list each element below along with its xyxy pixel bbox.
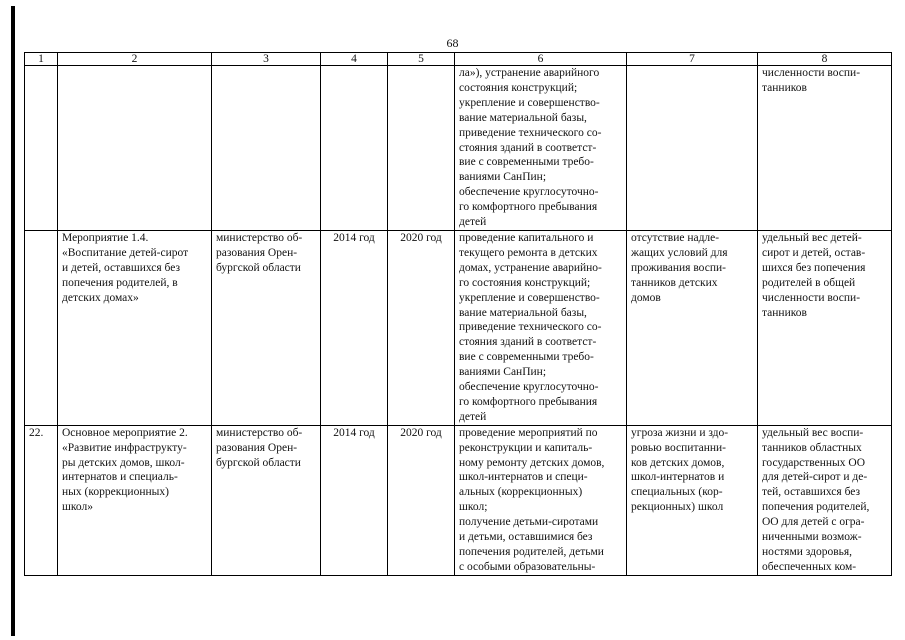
start-year-cell <box>321 66 388 231</box>
executor-cell <box>212 230 321 425</box>
end-year: 2020 год <box>400 231 442 244</box>
row-number-cell <box>25 66 58 231</box>
measure-name: Основное мероприятие 2. «Развитие инфраструкту- ры детских домов, школ- интернатов и специаль- ных (коррекционных) школ» <box>62 426 188 514</box>
content-cell <box>455 425 627 575</box>
start-year-cell <box>321 230 388 425</box>
measure-name: Мероприятие 1.4. «Воспитание детей-сирот и детей, оставшихся без попечения родителей, в детских домах» <box>62 231 189 304</box>
consequence-cell <box>627 425 758 575</box>
indicator-cell <box>758 230 892 425</box>
end-year-cell <box>388 425 455 575</box>
measure-name-cell <box>58 66 212 231</box>
indicator: удельный вес воспи- танников областных государственных ОО для детей-сирот и де- тей, оставшихся без попечения родителей, ОО для детей с огра- ниченными возмож- ностями здоровья, обеспеченных ком- <box>762 426 870 573</box>
header-row <box>25 53 892 66</box>
start-year-cell <box>321 425 388 575</box>
end-year-cell <box>388 230 455 425</box>
header-cell: 5 <box>388 53 455 66</box>
measure-content: проведение капитального и текущего ремонта в детских домах, устранение аварийно- го состояния конструкций; укрепление и совершенство- вание материальной базы, приведение технического со- стояния зданий в соответст- вие с современными требо- ваниями СанПин; обеспечение круглосуточно- го комфортного пребывания детей <box>459 231 602 423</box>
measure-name-cell <box>58 425 212 575</box>
header-cell: 6 <box>455 53 627 66</box>
consequence: угроза жизни и здо- ровью воспитанни- ков детских домов, школ-интернатов и специальных (кор- рекционных) школ <box>631 426 729 514</box>
executor-cell <box>212 66 321 231</box>
end-year: 2020 год <box>400 426 442 439</box>
consequence: отсутствие надле- жащих условий для проживания воспи- танников детских домов <box>631 231 728 304</box>
measure-content: проведение мероприятий по реконструкции и капиталь- ному ремонту детских домов, школ-интернатов и специ- альных (коррекционных) школ; получение детьми-сиротами и детьми, оставшимися без попечения родителей, детьми с особыми образовательны- <box>459 426 605 573</box>
measure-content: ла»), устранение аварийного состояния конструкций; укрепление и совершенство- вание материальной базы, приведение технического со- стояния зданий в соответст- вие с современными требо- ваниями СанПин; обеспечение круглосуточно- го комфортного пребывания детей <box>459 67 602 229</box>
executor: министерство об- разования Орен- бургской области <box>216 426 303 469</box>
row-number: 22. <box>29 426 44 439</box>
executor-cell <box>212 425 321 575</box>
indicator: численности воспи- танников <box>762 67 861 94</box>
page-number: 68 <box>446 36 459 50</box>
end-year-cell <box>388 66 455 231</box>
executor: министерство об- разования Орен- бургской области <box>216 231 303 274</box>
start-year: 2014 год <box>333 231 375 244</box>
header-cell: 4 <box>321 53 388 66</box>
measures-table <box>24 52 892 576</box>
indicator-cell <box>758 66 892 231</box>
indicator-cell <box>758 425 892 575</box>
indicator: удельный вес детей- сирот и детей, остав- шихся без попечения родителей в общей численности воспи- танников <box>762 231 866 319</box>
header-cell: 2 <box>58 53 212 66</box>
consequence-cell <box>627 230 758 425</box>
measure-name-cell <box>58 230 212 425</box>
row-number-cell <box>25 425 58 575</box>
header-cell: 8 <box>758 53 892 66</box>
start-year: 2014 год <box>333 426 375 439</box>
table-row <box>25 425 892 575</box>
table-row <box>25 66 892 231</box>
header-cell: 7 <box>627 53 758 66</box>
content-cell <box>455 66 627 231</box>
content-cell <box>455 230 627 425</box>
binding-edge <box>11 6 15 636</box>
header-cell: 1 <box>25 53 58 66</box>
row-number-cell <box>25 230 58 425</box>
consequence-cell <box>627 66 758 231</box>
header-cell: 3 <box>212 53 321 66</box>
table-row <box>25 230 892 425</box>
